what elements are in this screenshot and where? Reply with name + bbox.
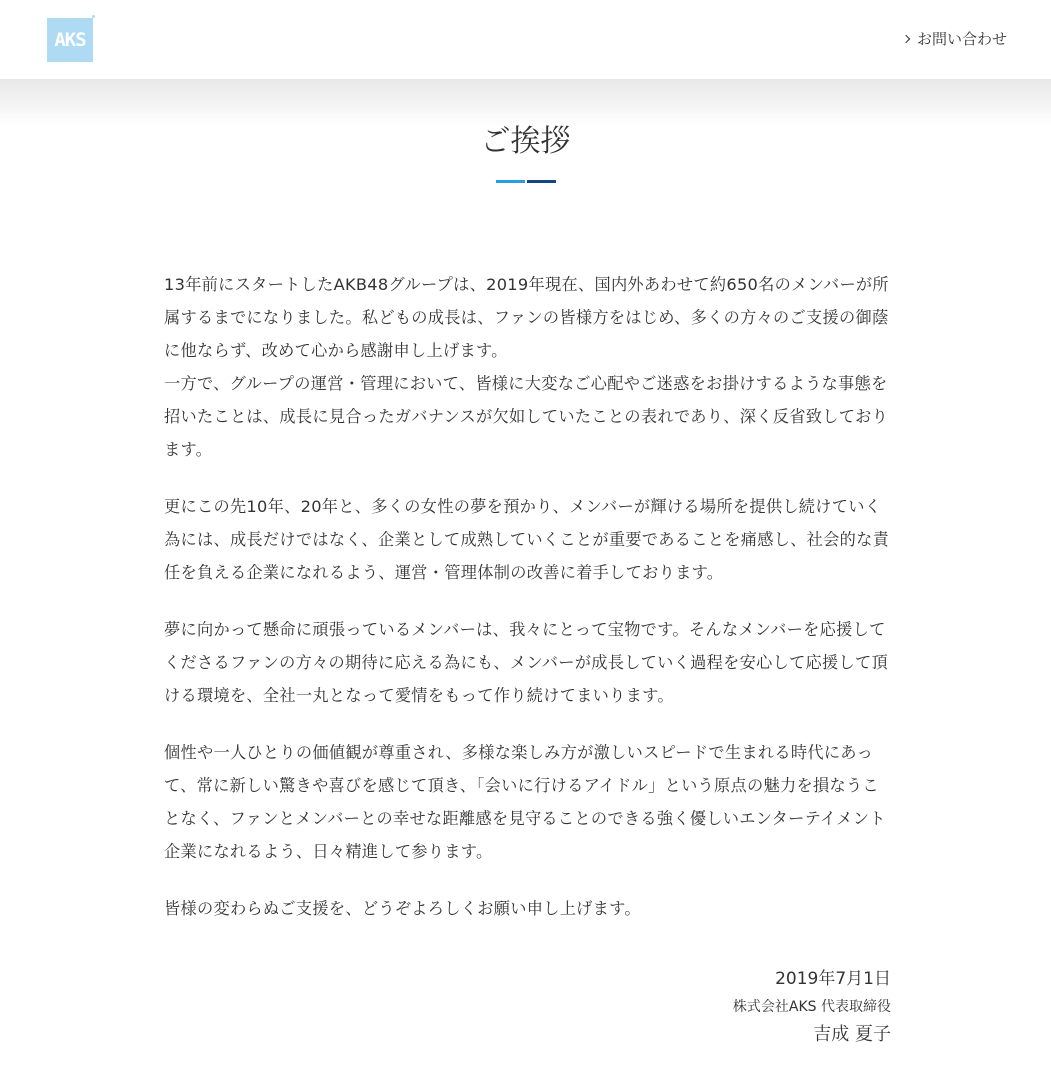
header-shadow: [0, 79, 1051, 127]
logo-dot: [92, 15, 95, 18]
signature-date: 2019年7月1日: [775, 969, 891, 989]
aks-logo[interactable]: [47, 18, 93, 62]
greeting-paragraph-3: 夢に向かって懸命に頑張っているメンバーは、我々にとって宝物です。そんなメンバーを応援してくださるファンの方々の期待に応える為にも、メンバーが成長していく過程を安心して応援して頂ける環境を、全社一丸となって愛情をもって作り続けてまいります。: [164, 620, 888, 705]
greeting-paragraph-1: 13年前にスタートしたAKB48グループは、2019年現在、国内外あわせて約650名のメンバーが所属するまでになりました。私どもの成長は、ファンの皆様方をはじめ、多くの方々のご支援の御蔭に他ならず、改めて心から感謝申し上げます。 一方で、グループの運営・管理において、皆様に大変なご心配やご迷惑をお掛けするような事態を招いたことは、成長に見合ったガバナンスが欠如していたことの表れであり、深く反省致しております。: [164, 275, 889, 459]
title-underline: [0, 180, 1051, 183]
contact-link[interactable]: [903, 28, 1007, 49]
greeting-paragraph-5: 皆様の変わらぬご支援を、どうぞよろしくお願い申し上げます。: [164, 899, 641, 918]
greeting-body: [164, 268, 892, 949]
site-header: [0, 0, 1051, 79]
signature-company-title: 株式会社AKS 代表取締役: [732, 999, 891, 1015]
greeting-paragraph-2: 更にこの先10年、20年と、多くの女性の夢を預かり、メンバーが輝ける場所を提供し続けていく為には、成長だけではなく、企業として成熟していくことが重要であることを痛感し、社会的な責任を負える企業になれるよう、運営・管理体制の改善に着手しております。: [164, 497, 890, 582]
title-underline-dark: [527, 180, 556, 183]
signature-block: [733, 965, 891, 1049]
greeting-paragraph-4: 個性や一人ひとりの価値観が尊重され、多様な楽しみ方が激しいスピードで生まれる時代にあって、常に新しい驚きや喜びを感じて頂き、「会いに行けるアイドル」という原点の魅力を損なうことなく、ファンとメンバーとの幸せな距離感を見守ることのできる強く優しいエンターテイメント企業になれるよう、日々精進して参ります。: [164, 743, 886, 861]
chevron-right-icon: [902, 34, 910, 42]
title-underline-light: [496, 180, 525, 183]
logo-text: AKS: [54, 29, 86, 51]
signature-name: 吉成 夏子: [813, 1024, 891, 1045]
page-title: ご挨拶: [480, 124, 571, 159]
contact-label: お問い合わせ: [916, 30, 1007, 48]
